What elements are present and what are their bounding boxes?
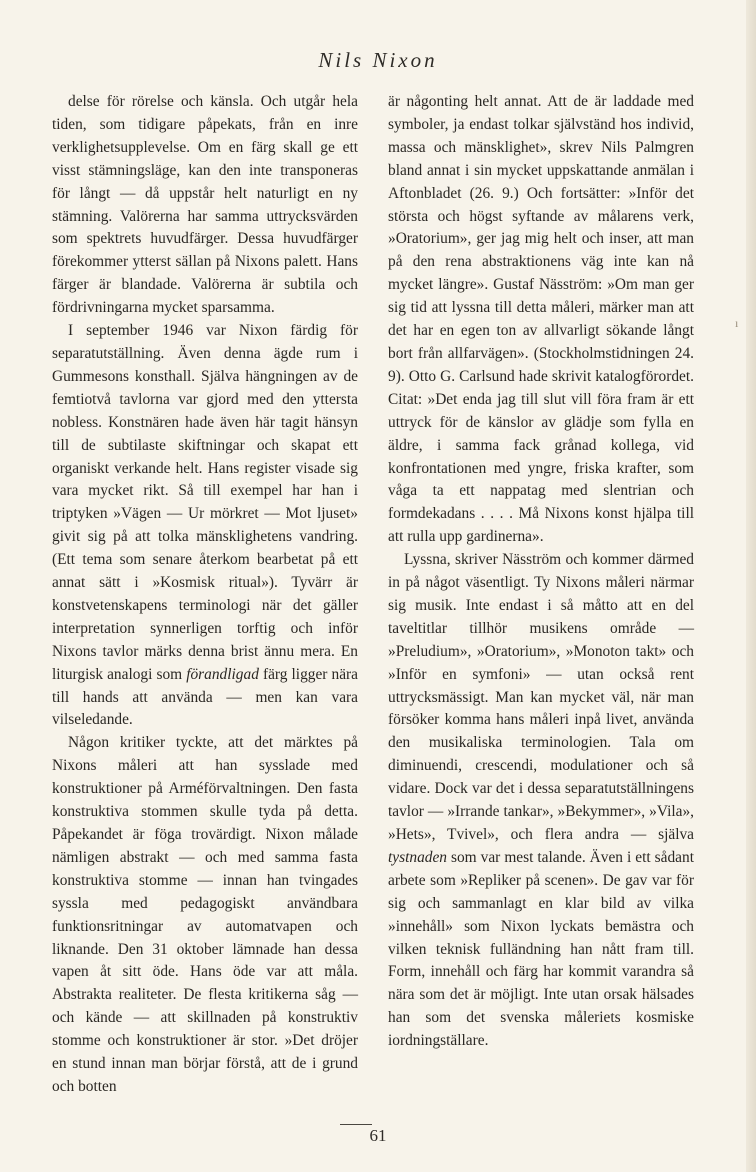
text-run: Någon kritiker tyckte, att det märktes på Nixons måleri att han sysslade med konstruktioner på Arméförvaltningen. Den fasta konstruktiva stommen skulle tyda på detta. Påpekandet är föga trovärdigt. Nixon målade nämligen abstrakt — och med samma fasta konstruktiva stomme — innan han tvingades syssla med pedagogiskt användbara funktionsritningar av automatvapen och liknande. Den 31 oktober lämnade han dessa vapen åt sitt öde. Hans öde var att måla. Abstrakta realiteter. De flesta kritikerna såg — och kände — att skillnaden på konstruktiv stomme och konstruktioner är stor. »Det dröjer en stund innan man börjar förstå, att de i grund och botten xyxy=(52,734,358,1095)
running-head: Nils Nixon xyxy=(318,48,438,72)
italic-term: förandligad xyxy=(186,665,259,683)
text-run: är någonting helt annat. Att de är laddade med symboler, ja endast tolkar självständ hos individ, massa och mänsklighet», skrev Nils Palmgren bland annat i sin mycket uppskattande anmälan i Aftonbladet (26. 9.) Och fortsätter: »Inför det största och högst syftande av målarens verk, »Oratorium», ger jag mig helt och inser, att man på den rena abstraktionens väg inte kan nå mycket längre». Gustaf Näsström: »Om man ger sig tid att lyssna till detta måleri, märker man att det har en egen ton av allvarligt sökande långt bort från allfarvägen». (Stockholmstidningen 24. 9). Otto G. Carlsund hade skrivit katalogförordet. Citat: »Det enda jag till slut vill föra fram är ett uttryck för de känslor av glädje som fylla en äldre, i samma fack grånad kollega, vid konfrontationen med yngre, friska krafter, som våga ta ett nappatag med slentrian och formdekadans . . . . Må Nixons konst hjälpa till att rulla upp gardinerna». xyxy=(388,93,694,546)
right-column xyxy=(388,91,694,1053)
italic-term: tystnaden xyxy=(388,848,447,866)
text-run: Lyssna, skriver Näsström och kommer därmed in på något väsentligt. Ty Nixons måleri närmar sig musik. Inte endast i så måtto att en del taveltitlar tillhör musikens område — »Preludium», »Oratorium», »Monoton takt» och »Inför en symfoni» — utan också rent uttrycksmässigt. Man kan mycket väl, när man försöker komma hans måleri inpå livet, använda den musikaliska terminologien. Tala om diminuendi, crescendi, modulationer och så vidare. Dock var det i dessa separatutställningens tavlor — »Irrande tankar», »Bekymmer», »Vila», »Hets», Tvivel», och flera andra — själva xyxy=(388,551,694,843)
text-run: delse för rörelse och känsla. Och utgår hela tiden, som tidigare påpekats, från en inre verklighetsupplevelse. Om en färg skall ge ett visst stämningsläge, kan den inte transponeras för långt — då uppstår helt naturligt en ny stämning. Valörerna har samma uttrycksvärden som spektrets huvudfärger. Dessa huvudfärger förekommer ytterst sällan på Nixons palett. Hans färger är blandade. Valörerna är subtila och fördrivningarna mycket sparsamma. xyxy=(52,93,358,317)
margin-mark: ı xyxy=(735,316,739,330)
left-column xyxy=(52,91,358,1099)
text-run: färg ligger nära till hands att använda — men kan vara vilseledande. xyxy=(52,665,358,729)
paragraph xyxy=(52,91,358,320)
text-run: I september 1946 var Nixon färdig för separatutställning. Även denna ägde rum i Gummesons konsthall. Själva hängningen av de femtiotvå tavlorna var gjord med den yttersta nobless. Konstnären hade även här tagit hänsyn till de subtilaste skiftningar och skapat ett organiskt verkande helt. Hans register visade sig vara mycket rikt. Så till exempel har han i triptyken »Vägen — Ur mörkret — Mot ljuset» givit sig på att tolka mänsklighetens vandring. (Ett tema som senare återkom bearbetat på ett annat sätt i »Kosmisk ritual»). Tyvärr är konstvetenskapens terminologi när det gäller interpretation synnerligen torftig och inför Nixons tavlor märks denna brist ännu mera. En liturgisk analogi som xyxy=(52,322,358,683)
paragraph xyxy=(52,732,358,1099)
paragraph xyxy=(388,91,694,549)
paragraph xyxy=(52,320,358,732)
folio-rule xyxy=(340,1124,372,1125)
paragraph xyxy=(388,549,694,1053)
text-run: som var mest talande. Även i ett sådant arbete som »Repliker på scenen». De gav var för sig och sammanlagt en klar bild av vilka »innehåll» som Nixon lyckats bemästra och vilken teknisk fulländning han nått fram till. Form, innehåll och färg har kommit varandra så nära som det är möjligt. Inte utan orsak hälsades han som det svenska måleriets kosmiske iordningställare. xyxy=(388,848,694,1050)
page-number: 61 xyxy=(369,1126,387,1145)
page-edge xyxy=(746,0,756,1172)
